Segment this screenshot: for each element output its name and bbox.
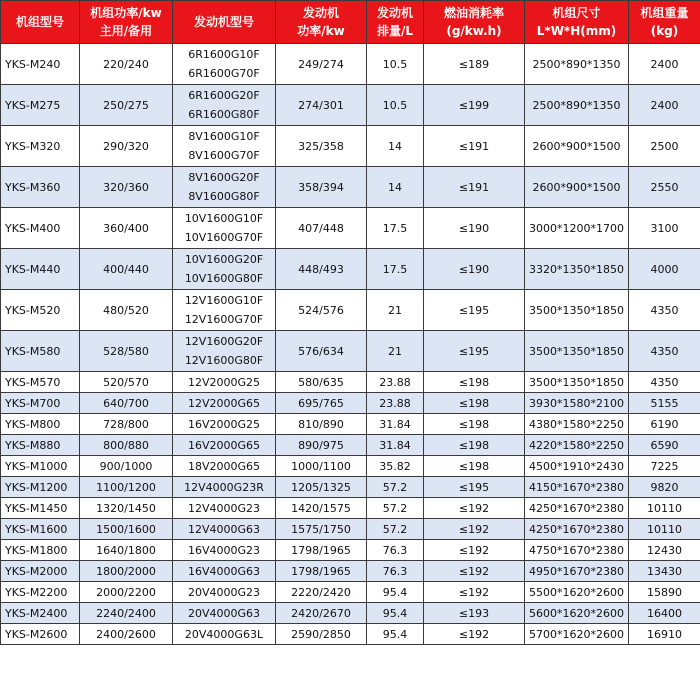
- cell-unit-power: 1800/2000: [80, 561, 173, 582]
- cell-engine-model: [173, 477, 276, 498]
- cell-weight: 4350: [629, 290, 700, 331]
- cell-fuel-consumption: ≤192: [424, 582, 525, 603]
- cell-dimensions: 4500*1910*2430: [525, 456, 629, 477]
- cell-weight: 4000: [629, 249, 700, 290]
- cell-fuel-consumption: ≤195: [424, 290, 525, 331]
- cell-unit-power: 520/570: [80, 372, 173, 393]
- cell-displacement: 57.2: [367, 519, 424, 540]
- table-row: [1, 290, 700, 331]
- cell-fuel-consumption: ≤192: [424, 561, 525, 582]
- cell-model: YKS-M400: [1, 208, 80, 249]
- header-dimensions: [525, 1, 629, 44]
- engine-model-line: 12V2000G25: [187, 375, 261, 389]
- cell-unit-power: 728/800: [80, 414, 173, 435]
- cell-engine-power: 524/576: [276, 290, 367, 331]
- header-engine-power: [276, 1, 367, 44]
- table-row: [1, 498, 700, 519]
- engine-model-line: 8V1600G70F: [188, 149, 260, 162]
- table-row: [1, 519, 700, 540]
- cell-unit-power: 290/320: [80, 126, 173, 167]
- cell-model: YKS-M2000: [1, 561, 80, 582]
- engine-model-line: 8V1600G80F: [188, 190, 260, 203]
- cell-weight: 15890: [629, 582, 700, 603]
- engine-model-line: 12V1600G80F: [184, 354, 264, 367]
- cell-dimensions: 3930*1580*2100: [525, 393, 629, 414]
- engine-model-line: 8V1600G10F: [188, 130, 260, 143]
- cell-engine-model: [173, 372, 276, 393]
- cell-displacement: 31.84: [367, 414, 424, 435]
- header-row: [1, 1, 700, 44]
- cell-engine-power: 448/493: [276, 249, 367, 290]
- cell-weight: 16400: [629, 603, 700, 624]
- cell-model: YKS-M440: [1, 249, 80, 290]
- cell-model: YKS-M880: [1, 435, 80, 456]
- cell-fuel-consumption: ≤198: [424, 414, 525, 435]
- header-line: 发动机型号: [193, 15, 254, 29]
- engine-model-line: 10V1600G80F: [184, 272, 264, 285]
- cell-dimensions: 3500*1350*1850: [525, 331, 629, 372]
- cell-displacement: 95.4: [367, 603, 424, 624]
- cell-engine-power: 358/394: [276, 167, 367, 208]
- cell-fuel-consumption: ≤198: [424, 393, 525, 414]
- cell-model: YKS-M240: [1, 44, 80, 85]
- table-row: [1, 85, 700, 126]
- cell-displacement: 57.2: [367, 477, 424, 498]
- header-line: 机组功率/kw: [90, 6, 162, 20]
- cell-fuel-consumption: ≤198: [424, 372, 525, 393]
- cell-weight: 10110: [629, 519, 700, 540]
- cell-fuel-consumption: ≤189: [424, 44, 525, 85]
- cell-unit-power: 250/275: [80, 85, 173, 126]
- cell-unit-power: 900/1000: [80, 456, 173, 477]
- cell-model: YKS-M1800: [1, 540, 80, 561]
- engine-model-line: 20V4000G63: [187, 606, 261, 620]
- cell-model: YKS-M580: [1, 331, 80, 372]
- cell-dimensions: 5700*1620*2600: [525, 624, 629, 645]
- engine-model-line: 10V1600G10F: [184, 212, 264, 225]
- table-row: [1, 208, 700, 249]
- table-row: [1, 540, 700, 561]
- cell-weight: 2500: [629, 126, 700, 167]
- cell-engine-model: [173, 582, 276, 603]
- engine-model-line: 8V1600G20F: [188, 171, 260, 184]
- cell-dimensions: 3320*1350*1850: [525, 249, 629, 290]
- cell-engine-power: 407/448: [276, 208, 367, 249]
- header-line: 发动机: [376, 6, 413, 20]
- cell-displacement: 14: [367, 167, 424, 208]
- cell-engine-power: 695/765: [276, 393, 367, 414]
- table-row: [1, 624, 700, 645]
- cell-weight: 16910: [629, 624, 700, 645]
- engine-model-line: 12V4000G23: [187, 501, 261, 515]
- engine-model-line: 16V2000G25: [187, 417, 261, 431]
- cell-engine-power: 580/635: [276, 372, 367, 393]
- cell-dimensions: 3500*1350*1850: [525, 290, 629, 331]
- table-row: [1, 126, 700, 167]
- engine-model-line: 10V1600G70F: [184, 231, 264, 244]
- cell-displacement: 23.88: [367, 372, 424, 393]
- cell-unit-power: 1640/1800: [80, 540, 173, 561]
- cell-fuel-consumption: ≤191: [424, 167, 525, 208]
- cell-unit-power: 800/880: [80, 435, 173, 456]
- cell-engine-power: 274/301: [276, 85, 367, 126]
- cell-engine-model: [173, 603, 276, 624]
- cell-unit-power: 220/240: [80, 44, 173, 85]
- cell-displacement: 21: [367, 331, 424, 372]
- cell-displacement: 35.82: [367, 456, 424, 477]
- cell-engine-model: [173, 85, 276, 126]
- table-row: [1, 477, 700, 498]
- table-row: [1, 393, 700, 414]
- cell-dimensions: 2600*900*1500: [525, 126, 629, 167]
- cell-unit-power: 1500/1600: [80, 519, 173, 540]
- header-line: 机组重量: [640, 6, 689, 20]
- cell-weight: 2400: [629, 44, 700, 85]
- cell-unit-power: 2000/2200: [80, 582, 173, 603]
- cell-displacement: 17.5: [367, 208, 424, 249]
- cell-displacement: 95.4: [367, 582, 424, 603]
- cell-weight: 2550: [629, 167, 700, 208]
- table-row: [1, 331, 700, 372]
- cell-weight: 6590: [629, 435, 700, 456]
- engine-model-line: 10V1600G20F: [184, 253, 264, 266]
- cell-dimensions: 4380*1580*2250: [525, 414, 629, 435]
- cell-engine-model: [173, 126, 276, 167]
- header-line: (g/kw.h): [446, 24, 502, 38]
- cell-engine-model: [173, 290, 276, 331]
- cell-dimensions: 2500*890*1350: [525, 44, 629, 85]
- table-row: [1, 249, 700, 290]
- cell-fuel-consumption: ≤195: [424, 477, 525, 498]
- table-body: [1, 44, 700, 645]
- cell-engine-model: [173, 208, 276, 249]
- cell-unit-power: 360/400: [80, 208, 173, 249]
- table-row: [1, 603, 700, 624]
- cell-engine-power: 1575/1750: [276, 519, 367, 540]
- table-row: [1, 582, 700, 603]
- cell-model: YKS-M1600: [1, 519, 80, 540]
- cell-fuel-consumption: ≤198: [424, 456, 525, 477]
- cell-engine-power: 325/358: [276, 126, 367, 167]
- cell-engine-power: 2590/2850: [276, 624, 367, 645]
- cell-fuel-consumption: ≤192: [424, 540, 525, 561]
- cell-displacement: 10.5: [367, 44, 424, 85]
- cell-unit-power: 1320/1450: [80, 498, 173, 519]
- header-model: [1, 1, 80, 44]
- cell-engine-power: 890/975: [276, 435, 367, 456]
- cell-model: YKS-M570: [1, 372, 80, 393]
- cell-displacement: 23.88: [367, 393, 424, 414]
- cell-engine-power: 576/634: [276, 331, 367, 372]
- cell-engine-power: 2220/2420: [276, 582, 367, 603]
- cell-fuel-consumption: ≤190: [424, 208, 525, 249]
- cell-engine-model: [173, 249, 276, 290]
- header-line: 主用/备用: [99, 24, 153, 38]
- cell-weight: 4350: [629, 372, 700, 393]
- cell-model: YKS-M275: [1, 85, 80, 126]
- engine-model-line: 12V1600G70F: [184, 313, 264, 326]
- cell-engine-power: 810/890: [276, 414, 367, 435]
- cell-displacement: 95.4: [367, 624, 424, 645]
- cell-fuel-consumption: ≤191: [424, 126, 525, 167]
- cell-model: YKS-M320: [1, 126, 80, 167]
- cell-displacement: 57.2: [367, 498, 424, 519]
- cell-model: YKS-M800: [1, 414, 80, 435]
- cell-model: YKS-M520: [1, 290, 80, 331]
- cell-engine-model: [173, 167, 276, 208]
- header-line: 燃油消耗率: [443, 6, 504, 20]
- cell-dimensions: 4250*1670*2380: [525, 498, 629, 519]
- cell-model: YKS-M700: [1, 393, 80, 414]
- cell-displacement: 31.84: [367, 435, 424, 456]
- cell-fuel-consumption: ≤199: [424, 85, 525, 126]
- header-weight: [629, 1, 700, 44]
- cell-weight: 6190: [629, 414, 700, 435]
- cell-weight: 4350: [629, 331, 700, 372]
- table-row: [1, 44, 700, 85]
- header-line: (kg): [650, 24, 679, 38]
- engine-model-line: 18V2000G65: [187, 459, 261, 473]
- cell-dimensions: 5500*1620*2600: [525, 582, 629, 603]
- cell-model: YKS-M2400: [1, 603, 80, 624]
- cell-fuel-consumption: ≤195: [424, 331, 525, 372]
- header-line: 发动机: [302, 6, 339, 20]
- table-row: [1, 435, 700, 456]
- header-fuel-consumption: [424, 1, 525, 44]
- engine-model-line: 16V4000G63: [187, 564, 261, 578]
- cell-dimensions: 2500*890*1350: [525, 85, 629, 126]
- cell-engine-model: [173, 519, 276, 540]
- cell-fuel-consumption: ≤192: [424, 624, 525, 645]
- cell-dimensions: 4150*1670*2380: [525, 477, 629, 498]
- cell-model: YKS-M1200: [1, 477, 80, 498]
- cell-model: YKS-M1000: [1, 456, 80, 477]
- table-row: [1, 456, 700, 477]
- table-row: [1, 167, 700, 208]
- cell-dimensions: 4220*1580*2250: [525, 435, 629, 456]
- engine-model-line: 6R1600G70F: [188, 67, 260, 80]
- cell-unit-power: 400/440: [80, 249, 173, 290]
- cell-fuel-consumption: ≤190: [424, 249, 525, 290]
- cell-model: YKS-M2200: [1, 582, 80, 603]
- cell-engine-power: 249/274: [276, 44, 367, 85]
- cell-dimensions: 5600*1620*2600: [525, 603, 629, 624]
- engine-model-line: 16V4000G23: [187, 543, 261, 557]
- engine-model-line: 6R1600G10F: [188, 48, 260, 61]
- cell-engine-model: [173, 393, 276, 414]
- cell-dimensions: 3500*1350*1850: [525, 372, 629, 393]
- table-row: [1, 372, 700, 393]
- cell-weight: 10110: [629, 498, 700, 519]
- engine-model-line: 12V1600G20F: [184, 335, 264, 348]
- cell-engine-model: [173, 561, 276, 582]
- header-unit-power: [80, 1, 173, 44]
- cell-fuel-consumption: ≤193: [424, 603, 525, 624]
- cell-weight: 12430: [629, 540, 700, 561]
- cell-weight: 2400: [629, 85, 700, 126]
- engine-model-line: 20V4000G23: [187, 585, 261, 599]
- cell-unit-power: 2400/2600: [80, 624, 173, 645]
- cell-model: YKS-M360: [1, 167, 80, 208]
- cell-dimensions: 4950*1670*2380: [525, 561, 629, 582]
- cell-engine-model: [173, 456, 276, 477]
- cell-displacement: 21: [367, 290, 424, 331]
- cell-engine-power: 2420/2670: [276, 603, 367, 624]
- cell-weight: 7225: [629, 456, 700, 477]
- header-line: L*W*H(mm): [536, 24, 617, 38]
- cell-engine-power: 1420/1575: [276, 498, 367, 519]
- cell-engine-power: 1000/1100: [276, 456, 367, 477]
- cell-engine-power: 1205/1325: [276, 477, 367, 498]
- cell-fuel-consumption: ≤198: [424, 435, 525, 456]
- cell-weight: 3100: [629, 208, 700, 249]
- cell-model: YKS-M2600: [1, 624, 80, 645]
- cell-displacement: 14: [367, 126, 424, 167]
- cell-dimensions: 3000*1200*1700: [525, 208, 629, 249]
- cell-engine-model: [173, 414, 276, 435]
- cell-displacement: 76.3: [367, 561, 424, 582]
- cell-displacement: 10.5: [367, 85, 424, 126]
- cell-dimensions: 4750*1670*2380: [525, 540, 629, 561]
- engine-model-line: 12V2000G65: [187, 396, 261, 410]
- cell-weight: 5155: [629, 393, 700, 414]
- engine-model-line: 6R1600G20F: [188, 89, 260, 102]
- cell-weight: 9820: [629, 477, 700, 498]
- cell-dimensions: 4250*1670*2380: [525, 519, 629, 540]
- cell-fuel-consumption: ≤192: [424, 519, 525, 540]
- cell-engine-model: [173, 624, 276, 645]
- engine-model-line: 16V2000G65: [187, 438, 261, 452]
- engine-model-line: 6R1600G80F: [188, 108, 260, 121]
- header-line: 机组尺寸: [552, 6, 601, 20]
- cell-unit-power: 640/700: [80, 393, 173, 414]
- cell-engine-model: [173, 44, 276, 85]
- header-engine-model: [173, 1, 276, 44]
- cell-unit-power: 528/580: [80, 331, 173, 372]
- cell-weight: 13430: [629, 561, 700, 582]
- cell-displacement: 76.3: [367, 540, 424, 561]
- cell-engine-model: [173, 498, 276, 519]
- table-row: [1, 561, 700, 582]
- engine-model-line: 12V4000G63: [187, 522, 261, 536]
- cell-engine-power: 1798/1965: [276, 540, 367, 561]
- cell-unit-power: 1100/1200: [80, 477, 173, 498]
- cell-unit-power: 2240/2400: [80, 603, 173, 624]
- header-line: 功率/kw: [297, 24, 345, 38]
- cell-unit-power: 480/520: [80, 290, 173, 331]
- engine-model-line: 20V4000G63L: [184, 627, 264, 641]
- cell-dimensions: 2600*900*1500: [525, 167, 629, 208]
- cell-engine-power: 1798/1965: [276, 561, 367, 582]
- cell-unit-power: 320/360: [80, 167, 173, 208]
- cell-model: YKS-M1450: [1, 498, 80, 519]
- cell-engine-model: [173, 435, 276, 456]
- cell-engine-model: [173, 331, 276, 372]
- header-line: 排量/L: [376, 24, 414, 38]
- table-row: [1, 414, 700, 435]
- cell-displacement: 17.5: [367, 249, 424, 290]
- header-displacement: [367, 1, 424, 44]
- engine-model-line: 12V1600G10F: [184, 294, 264, 307]
- cell-engine-model: [173, 540, 276, 561]
- engine-model-line: 12V4000G23R: [184, 480, 264, 494]
- cell-fuel-consumption: ≤192: [424, 498, 525, 519]
- header-line: 机组型号: [15, 15, 64, 29]
